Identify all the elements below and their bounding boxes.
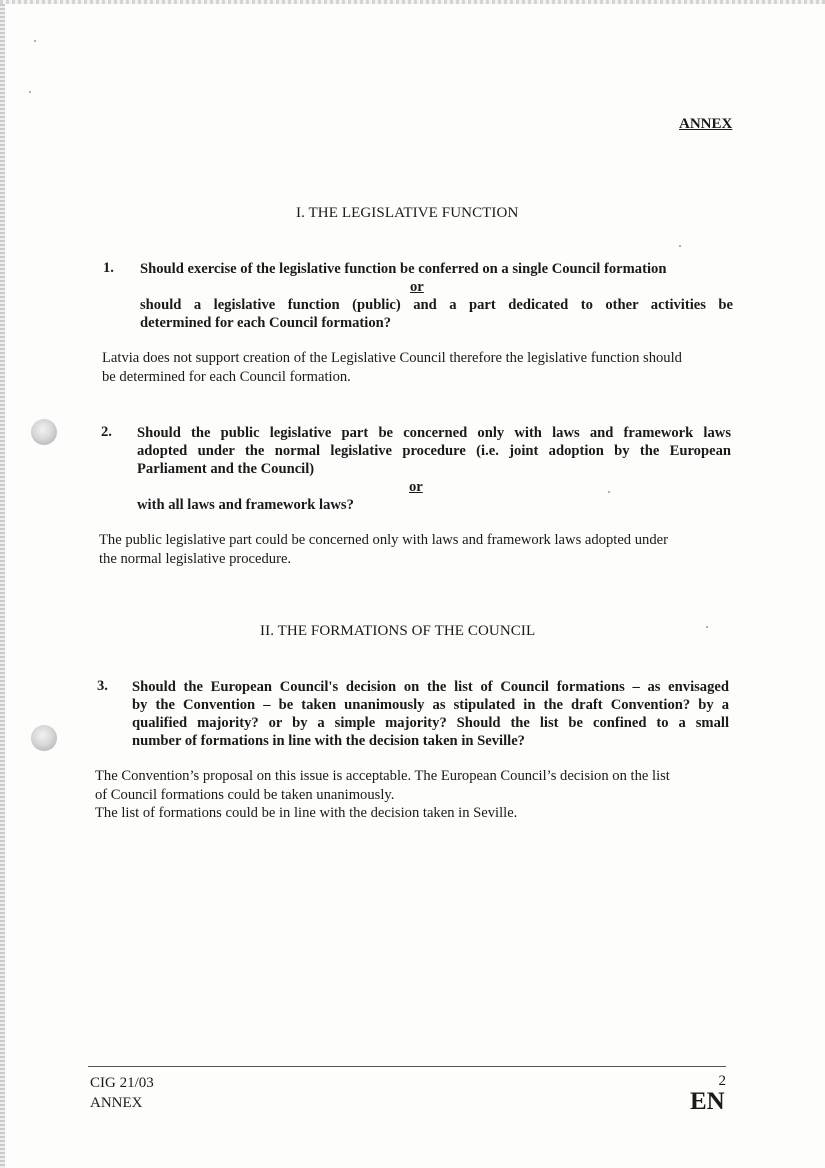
answer-line: of Council formations could be taken unanimously.: [95, 787, 395, 803]
question-line: Should the European Council's decision on the list of Council formations – as envisaged: [132, 679, 729, 695]
scan-edge: [0, 0, 5, 1168]
question-line: number of formations in line with the decision taken in Seville?: [132, 733, 525, 749]
answer-line: The public legislative part could be concerned only with laws and framework laws adopted under: [99, 532, 668, 548]
question-number: 2.: [101, 424, 112, 440]
question-line: determined for each Council formation?: [140, 315, 392, 331]
footer-divider: [88, 1066, 726, 1067]
scan-speck: [608, 491, 610, 493]
footer-annex-label: ANNEX: [90, 1095, 143, 1111]
scan-speck: [679, 245, 681, 247]
section-heading-council-formations: II. THE FORMATIONS OF THE COUNCIL: [260, 623, 536, 639]
annex-label: ANNEX: [679, 116, 733, 132]
scan-speck: [34, 40, 36, 42]
language-code: EN: [690, 1088, 725, 1115]
answer-line: Latvia does not support creation of the Legislative Council therefore the legislative function should: [102, 350, 682, 366]
punch-hole-upper: [31, 419, 57, 445]
or-divider: or: [410, 279, 424, 295]
question-line: Should the public legislative part be concerned only with laws and framework laws: [137, 425, 731, 441]
question-line: Should exercise of the legislative function be conferred on a single Council formation: [140, 261, 667, 277]
question-line: Parliament and the Council): [137, 461, 315, 477]
answer-line: the normal legislative procedure.: [99, 551, 292, 567]
answer-line: be determined for each Council formation.: [102, 369, 351, 385]
document-reference: CIG 21/03: [90, 1075, 154, 1091]
question-line: qualified majority? or by a simple majority? Should the list be confined to a small: [132, 715, 729, 731]
footer-reference: [90, 1073, 154, 1113]
page-number: 2: [718, 1073, 726, 1089]
question-line: adopted under the normal legislative procedure (i.e. joint adoption by the European: [137, 443, 731, 459]
question-number: 1.: [103, 260, 114, 276]
answer-line: The Convention’s proposal on this issue is acceptable. The European Council’s decision on the list: [95, 768, 670, 784]
question-number: 3.: [97, 678, 108, 694]
question-line: should a legislative function (public) and a part dedicated to other activities be: [140, 297, 733, 313]
section-heading-legislative-function: I. THE LEGISLATIVE FUNCTION: [296, 205, 519, 221]
or-divider: or: [409, 479, 423, 495]
scan-speck: [706, 626, 708, 628]
question-line: with all laws and framework laws?: [137, 497, 354, 513]
scan-top-edge: [0, 0, 825, 4]
scan-speck: [29, 91, 31, 93]
question-line: by the Convention – be taken unanimously as stipulated in the draft Convention? by a: [132, 697, 729, 713]
answer-line: The list of formations could be in line with the decision taken in Seville.: [95, 805, 518, 821]
punch-hole-lower: [31, 725, 57, 751]
